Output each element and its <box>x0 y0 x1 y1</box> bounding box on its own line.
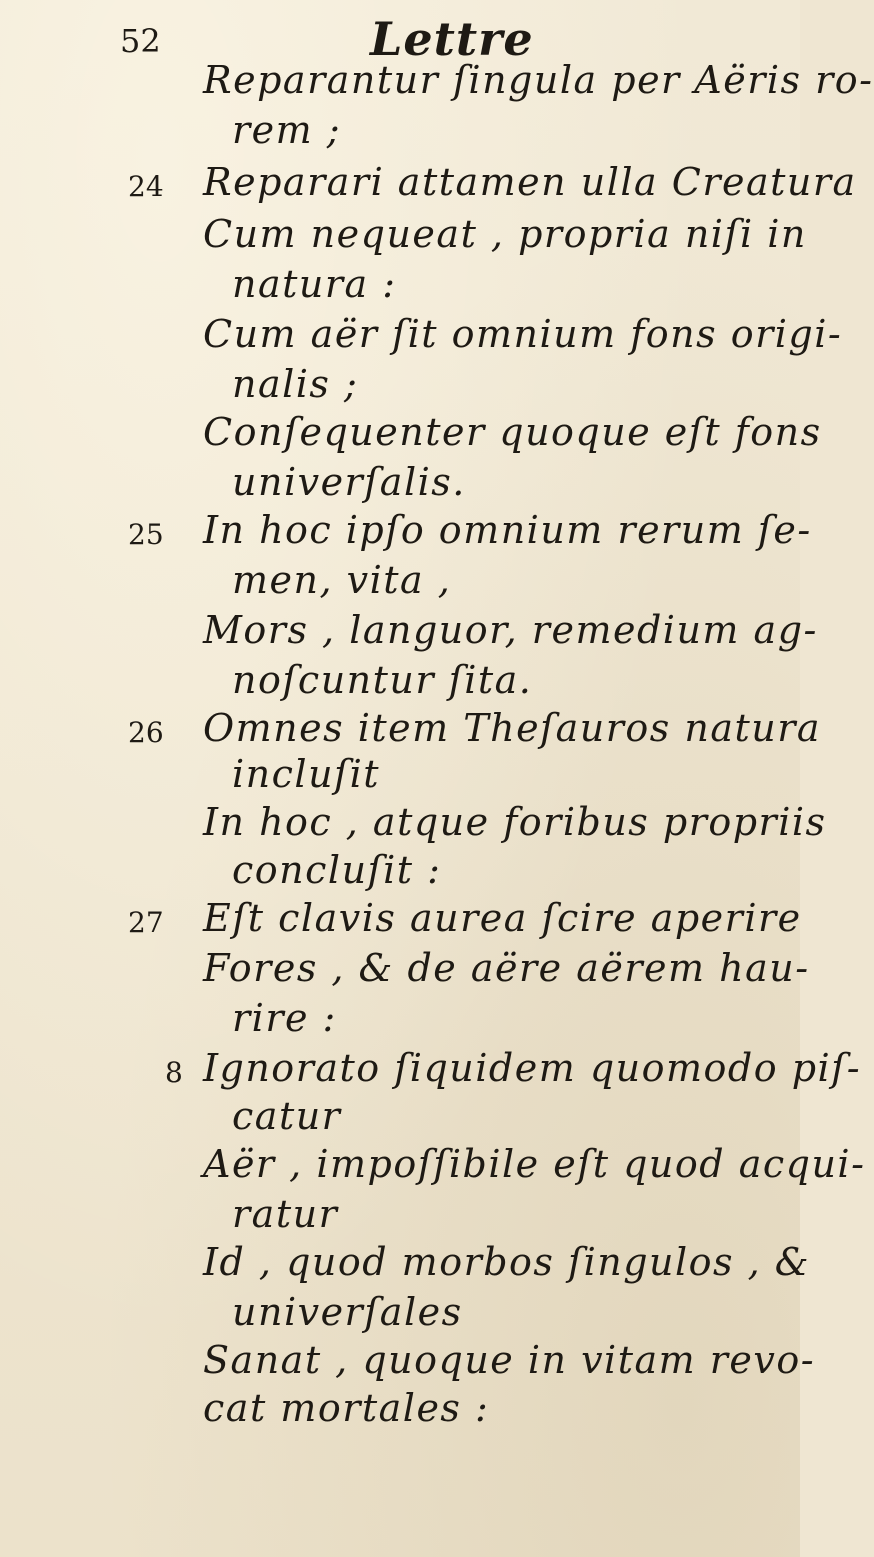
verse-line: univerſales <box>232 1290 463 1334</box>
verse-line: Id , quod morbos ſingulos , & <box>203 1240 811 1284</box>
verse-line: Fores , & de aëre aërem hau- <box>203 946 810 990</box>
verse-line: concluſit : <box>232 848 442 892</box>
verse-line: nalis ; <box>232 362 359 406</box>
verse-line: catur <box>232 1094 342 1138</box>
verse-line: Reparari attamen ulla Creatura <box>203 160 857 204</box>
verse-number: 26 <box>128 716 164 749</box>
page-number: 52 <box>120 22 161 60</box>
verse-line: Eſt clavis aurea ſcire aperire <box>203 896 802 940</box>
verse-line: univerſalis. <box>232 460 466 504</box>
running-title: Lettre <box>370 12 534 66</box>
verse-line: incluſit <box>232 752 381 796</box>
verse-number: 24 <box>128 170 164 203</box>
verse-number: 8 <box>165 1056 183 1089</box>
verse-line: Cum aër ſit omnium fons origi- <box>203 312 843 356</box>
verse-line: men, vita , <box>232 558 452 602</box>
verse-line: rire : <box>232 996 337 1040</box>
verse-line: natura : <box>232 262 397 306</box>
verse-line: Cum nequeat , propria niſi in <box>203 212 807 256</box>
verse-number: 25 <box>128 518 164 551</box>
verse-line: In hoc , atque foribus propriis <box>203 800 827 844</box>
verse-line: Ignorato ſiquidem quomodo piſ- <box>203 1046 862 1090</box>
verse-line: noſcuntur ſita. <box>232 658 533 702</box>
verse-line: ratur <box>232 1192 339 1236</box>
verse-line: Aër , impoſſibile eſt quod acqui- <box>203 1142 866 1186</box>
verse-number: 27 <box>128 906 164 939</box>
verse-line: rem ; <box>232 108 342 152</box>
verse-line: Sanat , quoque in vitam revo- <box>203 1338 816 1382</box>
verse-line: Mors , languor, remedium ag- <box>203 608 818 652</box>
verse-line: Omnes item Theſauros natura <box>203 706 822 750</box>
verse-line: cat mortales : <box>203 1386 490 1430</box>
verse-line: In hoc ipſo omnium rerum ſe- <box>203 508 812 552</box>
verse-line: Reparantur ſingula per Aëris ro- <box>203 58 874 102</box>
verse-line: Conſequenter quoque eſt fons <box>203 410 822 454</box>
